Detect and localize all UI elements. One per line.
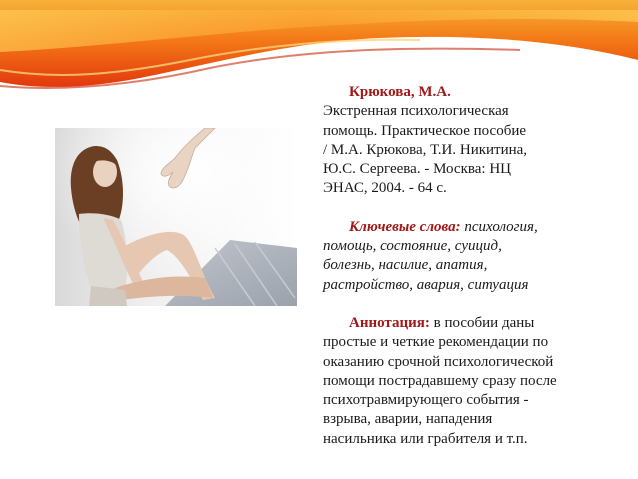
keywords-line: болезнь, насилие, апатия, [323, 257, 488, 274]
distressed-girl-photo [55, 128, 297, 306]
annotation-line: психотравмирующего события - [323, 392, 529, 409]
biblio-line: / М.А. Крюкова, Т.И. Никитина, [323, 141, 528, 158]
keywords-line: растройство, авария, ситуация [323, 276, 529, 293]
annotation-line: простые и четкие рекомендации по [323, 334, 549, 351]
author-name: Крюкова, М.А. [349, 84, 451, 100]
annotation-text: в пособии даны [433, 314, 535, 331]
book-description [323, 83, 623, 449]
annotation-line: взрыва, аварии, нападения [323, 411, 493, 428]
biblio-line: Ю.С. Сергеева. - Москва: НЦ [323, 161, 511, 178]
annotation-line: оказанию срочной психологической [323, 353, 554, 370]
biblio-line: Экстренная психологическая [323, 103, 509, 120]
keywords-label: Ключевые слова: [349, 218, 461, 235]
annotation-label: Аннотация: [349, 314, 430, 331]
spacer [323, 199, 623, 218]
author-line [323, 83, 623, 102]
biblio-line: помощь. Практическое пособие [323, 122, 527, 139]
keywords-text: психология, [464, 218, 538, 235]
biblio-line: ЭНАС, 2004. - 64 с. [323, 180, 447, 197]
annotation-first-line [323, 314, 623, 333]
spacer [323, 295, 623, 314]
keywords-first-line [323, 218, 623, 237]
keywords-line: помощь, состояние, суицид, [323, 238, 502, 255]
header-banner [0, 0, 638, 95]
annotation-line: насильника или грабителя и т.п. [323, 430, 528, 447]
annotation-line: помощи пострадавшему сразу после [323, 372, 557, 389]
